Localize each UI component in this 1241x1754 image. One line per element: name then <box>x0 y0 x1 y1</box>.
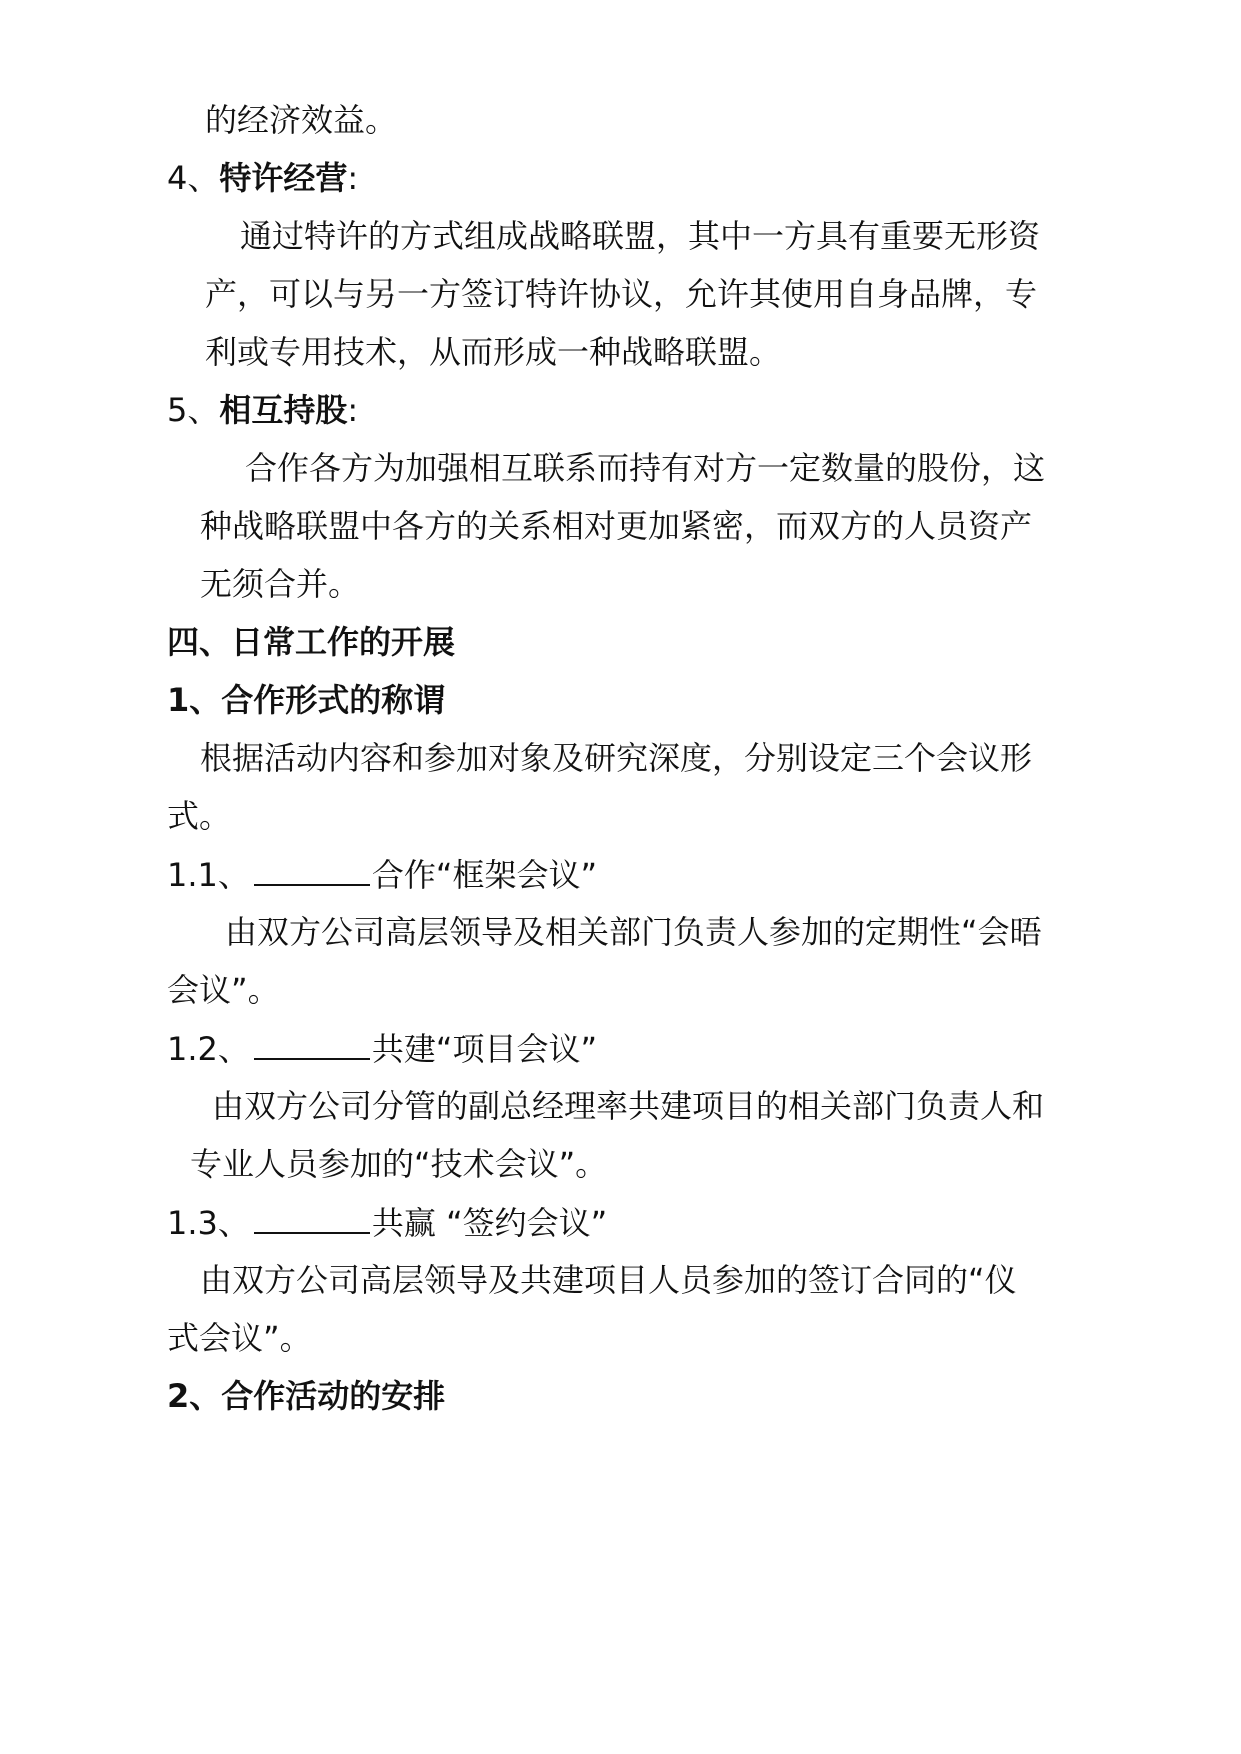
item-1-1-heading <box>167 854 597 895</box>
paragraph-line: 的经济效益。 <box>205 101 398 139</box>
item-label: 共建“项目会议” <box>371 1030 598 1068</box>
paragraph-line: 由双方公司分管的副总经理率共建项目的相关部门负责人和 <box>212 1087 1045 1125</box>
subsection-heading: 2、合作活动的安排 <box>167 1377 446 1415</box>
item-1-3-heading <box>167 1202 607 1243</box>
paragraph-line: 无须合并。 <box>200 565 361 603</box>
paragraph-line: 产，可以与另一方签订特许协议，允许其使用自身品牌，专 <box>205 275 1038 313</box>
section-heading: 四、日常工作的开展 <box>167 623 456 661</box>
paragraph-line: 由双方公司高层领导及共建项目人员参加的签订合同的“仪 <box>200 1261 1017 1299</box>
item-title: 特许经营 <box>219 159 348 197</box>
paragraph-line: 式会议”。 <box>167 1319 312 1357</box>
fill-in-blank[interactable] <box>254 1202 370 1234</box>
item-number: 1.2、 <box>167 1030 250 1068</box>
item-label: 合作“框架会议” <box>371 856 598 894</box>
item-number: 4、 <box>167 159 220 197</box>
paragraph-line: 式。 <box>167 797 232 835</box>
paragraph-line: 根据活动内容和参加对象及研究深度，分别设定三个会议形 <box>200 739 1033 777</box>
item-label: 共赢 “签约会议” <box>371 1204 608 1242</box>
item-colon: : <box>347 159 359 197</box>
paragraph-line: 种战略联盟中各方的关系相对更加紧密，而双方的人员资产 <box>200 507 1033 545</box>
paragraph-line: 利或专用技术，从而形成一种战略联盟。 <box>205 333 782 371</box>
fill-in-blank[interactable] <box>254 854 370 886</box>
item-5-heading <box>167 390 358 430</box>
item-1-2-heading <box>167 1028 597 1069</box>
subsection-heading: 1、合作形式的称谓 <box>167 681 446 719</box>
item-4-heading <box>167 158 358 198</box>
item-number: 5、 <box>167 391 220 429</box>
paragraph-line: 专业人员参加的“技术会议”。 <box>190 1145 608 1183</box>
paragraph-line: 由双方公司高层领导及相关部门负责人参加的定期性“会晤 <box>225 913 1042 951</box>
item-colon: : <box>347 391 359 429</box>
paragraph-line: 合作各方为加强相互联系而持有对方一定数量的股份，这 <box>245 449 1046 487</box>
fill-in-blank[interactable] <box>254 1028 370 1060</box>
item-number: 1.3、 <box>167 1204 250 1242</box>
paragraph-line: 会议”。 <box>167 971 280 1009</box>
paragraph-line: 通过特许的方式组成战略联盟，其中一方具有重要无形资 <box>240 217 1041 255</box>
item-title: 相互持股 <box>219 391 348 429</box>
item-number: 1.1、 <box>167 856 250 894</box>
